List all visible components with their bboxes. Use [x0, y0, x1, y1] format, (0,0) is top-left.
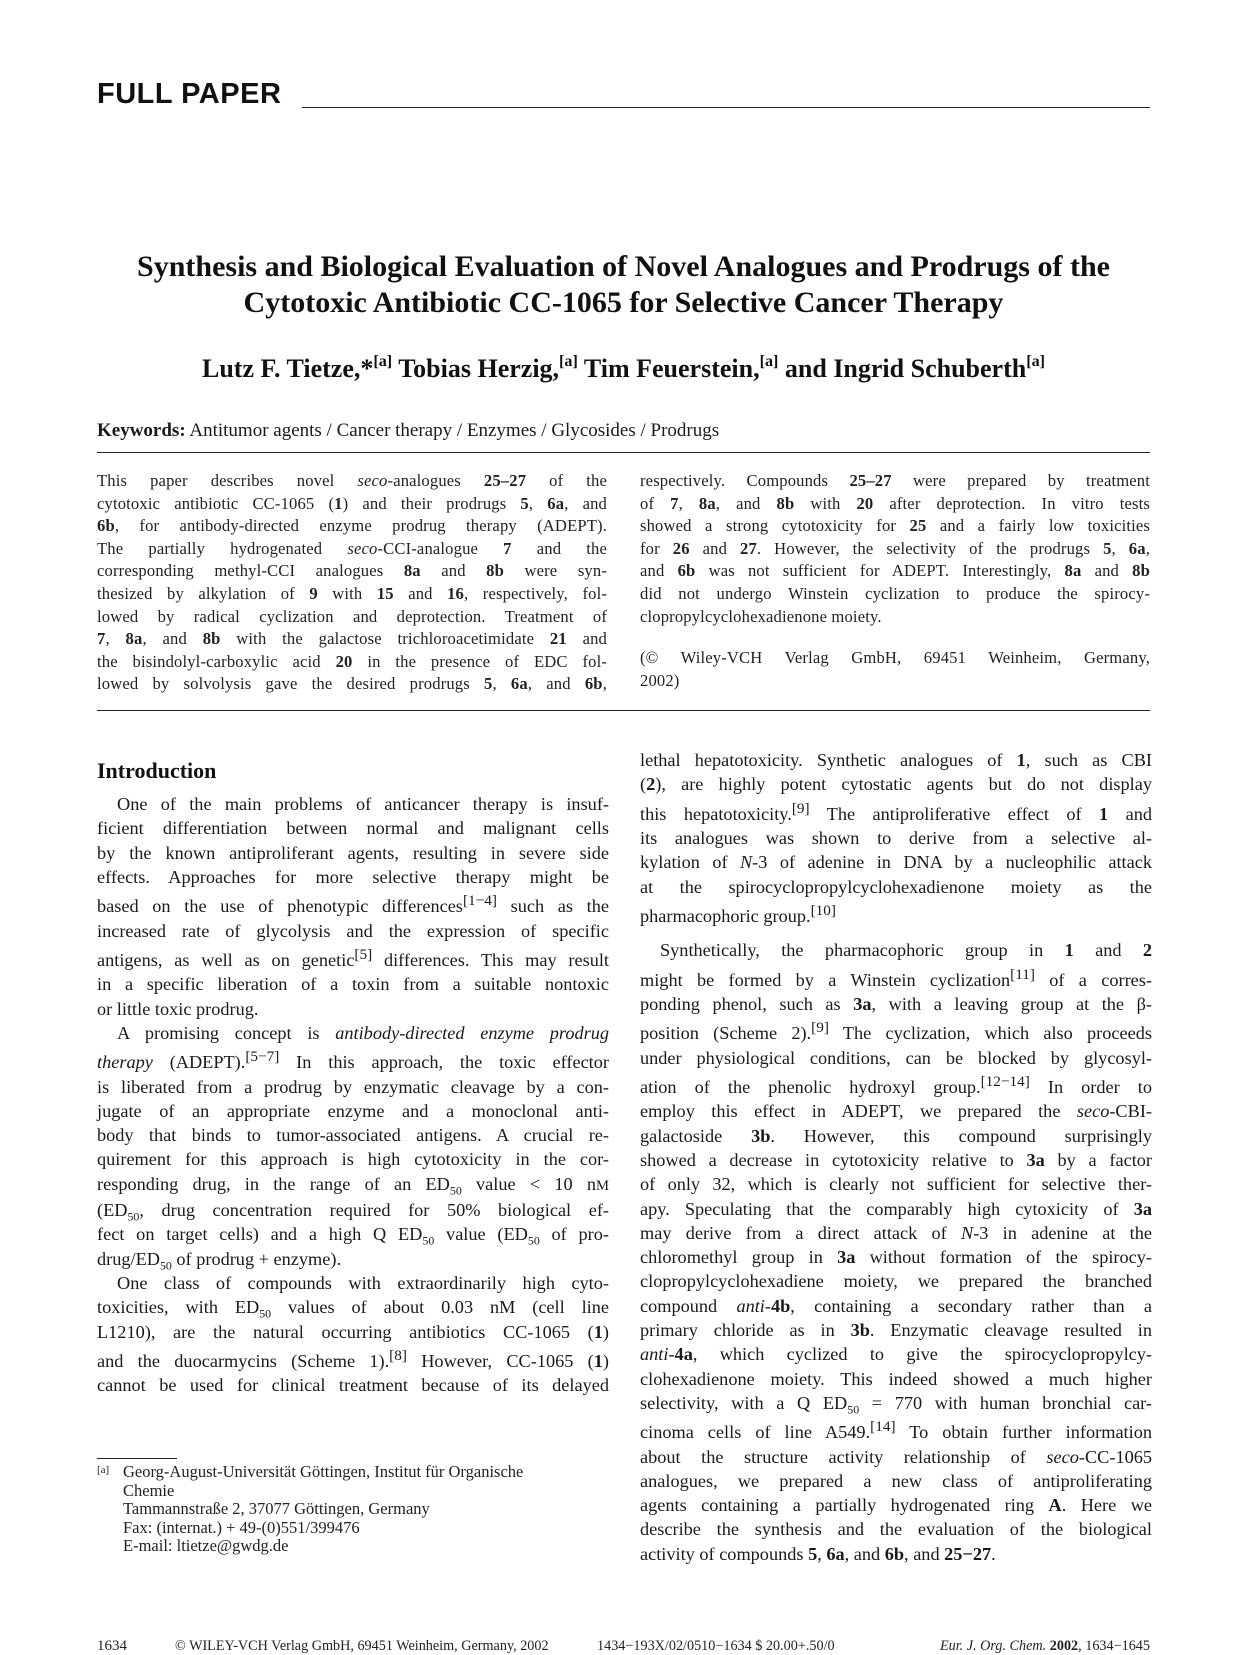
- paper-title: [97, 249, 1150, 321]
- abstract-line: This paper describes novel seco-analogues 25–27 of the: [97, 471, 607, 490]
- body-line: at the spirocyclopropylcyclohexadienone moiety as the: [640, 876, 1152, 897]
- body-line: is liberated from a prodrug by enzymatic cleavage by a con-: [97, 1076, 609, 1097]
- copyright-line: 2002): [640, 670, 680, 690]
- body-line: ($ED_{50}$, drug concentration required for 50% biological ef-: [97, 1200, 609, 1224]
- abstract-line: 6b, for antibody-directed enzyme prodrug therapy (ADEPT).: [97, 516, 607, 536]
- body-line: activity of compounds 5, 6a, and 6b, and 25−27.: [640, 1543, 996, 1564]
- body-line: primary chloride as in 3b. Enzymatic cleavage resulted in: [640, 1320, 1153, 1340]
- body-line: based on the use of phenotypic differences[1−4] such as the: [97, 892, 609, 917]
- footnote-line: Chemie: [123, 1480, 175, 1500]
- abstract-line: cytotoxic antibiotic CC-1065 (1) and their prodrugs 5, 6a, and: [97, 493, 607, 513]
- body-line: chloromethyl group in 3a without formation of the spirocy-: [640, 1247, 1152, 1268]
- body-line: agents containing a partially hydrogenated ring A. Here we: [640, 1495, 1153, 1516]
- title-line-2: Cytotoxic Antibiotic CC-1065 for Selective Cancer Therapy: [243, 286, 1004, 319]
- author-affiliation-mark: [a]: [759, 352, 779, 370]
- footnote-line: Georg-August-Universität Göttingen, Institut für Organische: [123, 1462, 524, 1481]
- body-line: of only 32, which is clearly not sufficient for selective ther-: [640, 1174, 1152, 1195]
- title-line-1: Synthesis and Biological Evaluation of Novel Analogues and Prodrugs of the: [137, 250, 1110, 283]
- abstract-left-column: [97, 470, 607, 696]
- abstract-line: lowed by radical cyclization and deprotection. Treatment of: [97, 606, 607, 626]
- footnote-rule: [97, 1458, 177, 1459]
- body-line: clopropylcyclohexadiene moiety, we prepared the branched: [640, 1271, 1152, 1292]
- section-heading: Introduction: [97, 758, 217, 783]
- body-line: selectivity, with a Q $ED_{50} = 770$ with human bronchial car-: [640, 1392, 1152, 1417]
- body-line: cinoma cells of line A549.[14] To obtain further information: [640, 1418, 1152, 1443]
- body-line: compound anti-4b, containing a secondary rather than a: [640, 1295, 1152, 1316]
- body-line: jugate of an appropriate enzyme and a monoclonal anti-: [97, 1100, 609, 1121]
- body-left-column: [97, 792, 609, 1398]
- body-line: apy. Speculating that the comparably high cytoxicity of 3a: [640, 1198, 1152, 1219]
- copyright-line: (© Wiley-VCH Verlag GmbH, 69451 Weinheim, Germany,: [640, 648, 1150, 668]
- body-line: quirement for this approach is high cytotoxicity in the cor-: [97, 1149, 609, 1170]
- body-line: or little toxic prodrug.: [97, 998, 259, 1019]
- footnote-line: Tammannstraße 2, 37077 Göttingen, Germany: [123, 1499, 430, 1519]
- body-line: may derive from a direct attack of N-3 in adenine at the: [640, 1222, 1152, 1243]
- body-line: ation of the phenolic hydroxyl group.[12−14] In order to: [640, 1072, 1153, 1098]
- body-line: galactoside 3b. However, this compound surprisingly: [640, 1125, 1152, 1146]
- abstract-line: clopropylcyclohexadienone moiety.: [640, 606, 882, 626]
- running-header: [97, 78, 1150, 114]
- footnote-mark: [a]: [97, 1464, 110, 1476]
- author-conjunction: and: [784, 354, 827, 383]
- keywords-text: Antitumor agents / Cancer therapy / Enzymes / Glycosides / Prodrugs: [189, 420, 720, 441]
- abstract-line: showed a strong cytotoxicity for 25 and a fairly low toxicities: [640, 516, 1150, 536]
- body-line: A promising concept is antibody-directed enzyme prodrug: [117, 1022, 609, 1043]
- abstract-top-rule: [97, 452, 1150, 453]
- body-line: pharmacophoric group.[10]: [640, 901, 836, 926]
- abstract-copyright: [640, 647, 1150, 692]
- body-line: describe the synthesis and the evaluation of the biological: [640, 1519, 1152, 1540]
- body-line: showed a decrease in cytotoxicity relative to 3a by a factor: [640, 1149, 1153, 1170]
- body-line: ficient differentiation between normal and malignant cells: [97, 818, 609, 839]
- body-line: drug/$ED_{50}$ of prodrug + enzyme).: [97, 1248, 342, 1273]
- body-line: antigens, as well as on genetic[5] differences. This may result: [97, 945, 609, 970]
- abstract-bottom-rule: [97, 710, 1150, 711]
- publisher-line: © WILEY-VCH Verlag GmbH, 69451 Weinheim, Germany, 2002: [175, 1638, 549, 1654]
- body-line: ponding phenol, such as 3a, with a leaving group at the β-: [640, 993, 1152, 1014]
- body-line: analogues, we prepared a new class of antiproliferating: [640, 1470, 1152, 1491]
- body-line: body that binds to tumor-associated antigens. A crucial re-: [97, 1125, 609, 1146]
- body-line: in a specific liberation of a toxin from a suitable nontoxic: [97, 974, 609, 995]
- abstract-line: the bisindolyl-carboxylic acid 20 in the presence of EDC fol-: [97, 651, 608, 671]
- abstract-line: and 6b was not sufficient for ADEPT. Interestingly, 8a and 8b: [640, 561, 1150, 581]
- body-line: lethal hepatotoxicity. Synthetic analogues of 1, such as CBI: [640, 750, 1152, 770]
- keywords: [97, 420, 1150, 442]
- body-line: and the duocarmycins (Scheme 1).[8] However, CC-1065 (1): [97, 1346, 609, 1371]
- body-line: fect on target cells) and a high Q $ED_{50}$ value ($ED_{50}$ of pro-: [97, 1224, 609, 1248]
- body-line: kylation of N-3 of adenine in DNA by a nucleophilic attack: [640, 852, 1152, 873]
- body-line: (2), are highly potent cytostatic agents but do not display: [640, 774, 1152, 795]
- body-line: employ this effect in ADEPT, we prepared the seco-CBI-: [640, 1101, 1152, 1122]
- keywords-label: Keywords:: [97, 420, 186, 441]
- body-line: One of the main problems of anticancer therapy is insuf-: [117, 794, 609, 814]
- section-label: FULL PAPER: [97, 78, 282, 110]
- body-line: might be formed by a Winstein cyclization[11] of a corres-: [640, 965, 1152, 990]
- body-line: Synthetically, the pharmacophoric group in 1 and 2: [660, 940, 1152, 961]
- author-name: Tim Feuerstein,[a]: [583, 352, 779, 383]
- body-line: by the known antiproliferant agents, resulting in severe side: [97, 842, 609, 863]
- journal-citation: Eur. J. Org. Chem. 2002, 1634−1645: [939, 1638, 1150, 1654]
- body-line: One class of compounds with extraordinarily high cyto-: [117, 1272, 609, 1293]
- body-line: this hepatotoxicity.[9] The antiproliferative effect of 1 and: [640, 799, 1153, 824]
- abstract-line: corresponding methyl-CCI analogues 8a and 8b were syn-: [97, 561, 607, 581]
- body-line: about the structure activity relationship of seco-CC-1065: [640, 1446, 1152, 1467]
- affiliation-footnote: [97, 1463, 609, 1556]
- abstract-line: for 26 and 27. However, the selectivity of the prodrugs 5, 6a,: [640, 538, 1150, 558]
- abstract-line: thesized by alkylation of 9 with 15 and 16, respectively, fol-: [97, 583, 608, 603]
- header-rule: [302, 107, 1150, 108]
- body-line: toxicities, with $ED_{50}$ values of about 0.03 nM (cell line: [97, 1297, 609, 1321]
- author-list: [97, 354, 1150, 384]
- body-line: cannot be used for clinical treatment because of its delayed: [97, 1375, 609, 1396]
- author-affiliation-mark: [a]: [373, 352, 393, 370]
- author-affiliation-mark: [a]: [559, 352, 578, 370]
- body-line: clohexadienone moiety. This indeed showed a much higher: [640, 1368, 1152, 1389]
- abstract-line: of 7, 8a, and 8b with 20 after deprotection. In vitro tests: [640, 493, 1151, 513]
- abstract-line: The partially hydrogenated seco-CCI-analogue 7 and the: [97, 538, 607, 558]
- body-line: therapy (ADEPT).[5−7] In this approach, the toxic effector: [97, 1048, 609, 1073]
- body-line: effects. Approaches for more selective therapy might be: [97, 866, 609, 887]
- body-line: its analogues was shown to derive from a selective al-: [640, 827, 1152, 848]
- author-name: Lutz F. Tietze,*[a]: [201, 352, 393, 383]
- page-number: 1634: [97, 1638, 127, 1654]
- footnote-line: Fax: (internat.) + 49-(0)551/399476: [123, 1517, 360, 1537]
- body-line: anti-4a, which cyclized to give the spirocyclopropylcy-: [640, 1344, 1152, 1365]
- body-line: increased rate of glycolysis and the expression of specific: [97, 920, 609, 941]
- abstract-line: lowed by solvolysis gave the desired prodrugs 5, 6a, and 6b,: [97, 674, 607, 694]
- abstract-line: 7, 8a, and 8b with the galactose trichloroacetimidate 21 and: [97, 629, 607, 649]
- body-line: L1210), are the natural occurring antibiotics CC-1065 (1): [97, 1321, 609, 1342]
- author-affiliation-mark: [a]: [1026, 352, 1045, 370]
- body-line: position (Scheme 2).[9] The cyclization, which also proceeds: [640, 1019, 1152, 1044]
- abstract-line: respectively. Compounds 25–27 were prepared by treatment: [640, 471, 1150, 490]
- article-code: 1434−193X/02/0510−1634 $ 20.00+.50/0: [597, 1638, 835, 1654]
- body-right-column: [640, 748, 1152, 1566]
- footnote-line: E-mail: ltietze@gwdg.de: [123, 1536, 289, 1556]
- body-line: under physiological conditions, can be blocked by glycosyl-: [640, 1047, 1152, 1068]
- body-line: responding drug, in the range of an $ED_{50}$ value < 10 nM: [97, 1173, 609, 1198]
- author-name: Ingrid Schuberth[a]: [833, 352, 1045, 383]
- abstract-line: did not undergo Winstein cyclization to produce the spirocy-: [640, 583, 1150, 603]
- author-name: Tobias Herzig,[a]: [398, 352, 578, 383]
- abstract-right-column: [640, 470, 1150, 692]
